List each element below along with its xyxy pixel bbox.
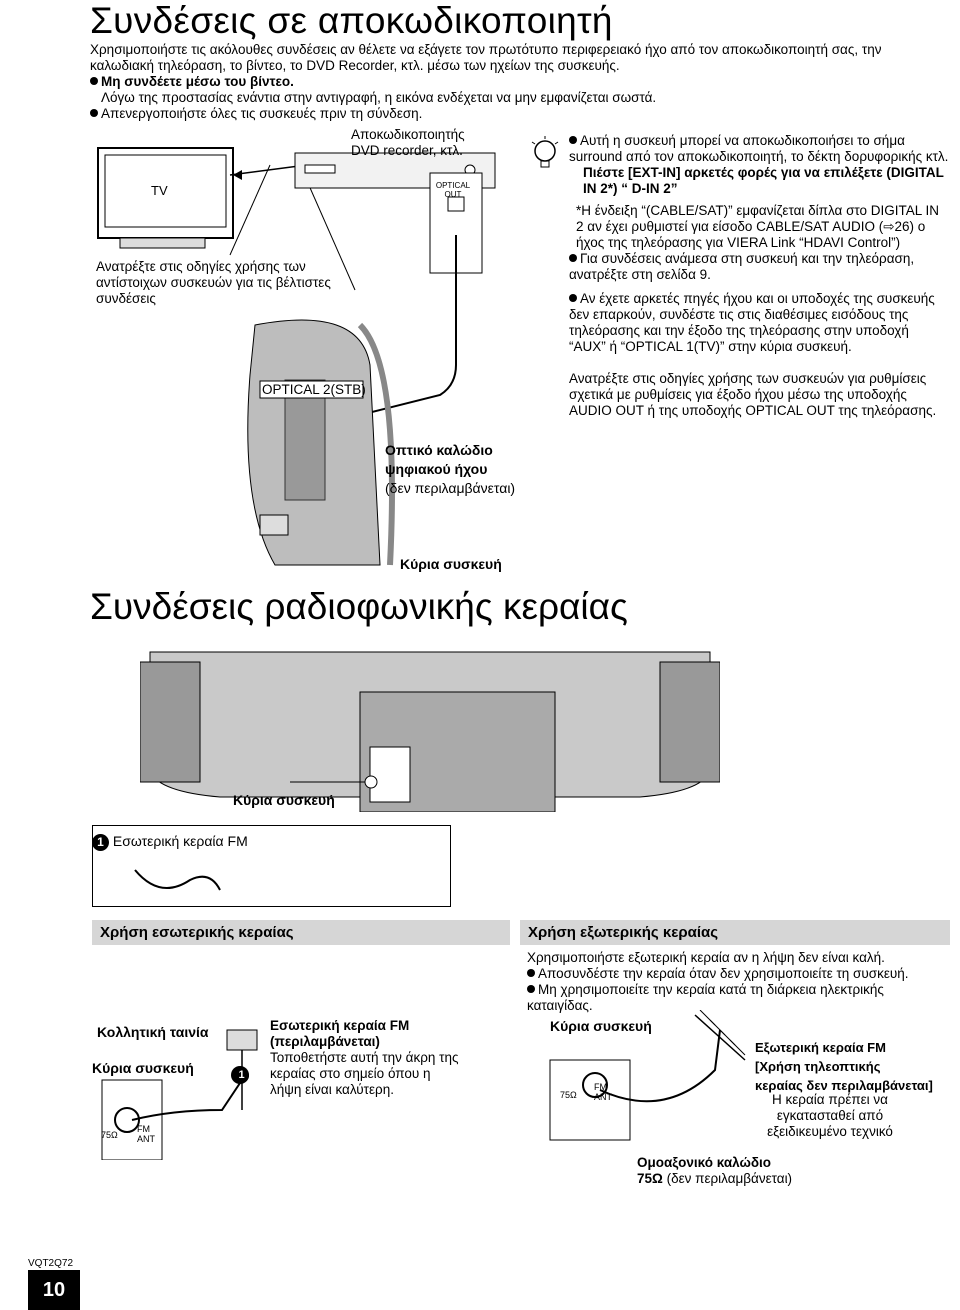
tape-label: Κολλητική ταινία [97, 1024, 209, 1040]
intro-block [90, 42, 940, 122]
indoor-main-unit-label: Κύρια συσκευή [92, 1060, 194, 1076]
indoor-antenna-diagram [92, 1020, 272, 1160]
no-video-note: Μη συνδέετε μέσω του βίντεο. [90, 74, 940, 90]
tv-label: TV [151, 183, 168, 198]
note-cable-sat: *Η ένδειξη “(CABLE/SAT)” εμφανίζεται δίπλα στο DIGITAL IN 2 αν έχει ρυθμιστεί για είσοδο CABLE/SAT AUDIO (⇨26) ο ήχος της τηλεόρασης για VIERA Link “HDAVI Control”) [576, 203, 940, 250]
page-number: 10 [28, 1270, 80, 1310]
optical2-label: OPTICAL 2(STB) [262, 382, 366, 397]
item1-marker: 1 [234, 1068, 249, 1083]
turn-off-note: Απενεργοποιήστε όλες τις συσκευές πριν τη σύνδεση. [90, 106, 940, 122]
ohm-label-1: 75Ω [101, 1130, 118, 1140]
note-surround: Αυτή η συσκευή μπορεί να αποκωδικοποιήσει το σήμα surround από τον αποκωδικοποιητή, το δέκτη δορυφορικής κτλ. [569, 133, 949, 164]
antenna-main-unit-label: Κύρια συσκευή [233, 792, 335, 808]
tip-icon [527, 134, 563, 175]
decoder-label: Αποκωδικοποιητής DVD recorder, κτλ. [351, 127, 465, 158]
cable-label: Οπτικό καλώδιο ψηφιακού ήχου (δεν περιλαμβάνεται) [385, 442, 516, 496]
fm-ant-label-1: FM ANT [137, 1124, 155, 1144]
ext-antenna-label: Εξωτερική κεραία FM [Χρήση τηλεοπτικής κεραίας δεν περιλαμβάνεται] [755, 1040, 933, 1093]
fm-ant-description: Εσωτερική κεραία FM (περιλαμβάνεται) Τοποθετήστε αυτή την άκρη της κεραίας στο σημείο όπου η λήψη είναι καλύτερη. [270, 1018, 459, 1097]
outdoor-antenna-diagram [545, 1010, 760, 1160]
ohm-label-2: 75Ω [560, 1090, 577, 1100]
fm-antenna-icon [130, 860, 230, 900]
fm-ant-label-2: FM ANT [594, 1082, 612, 1102]
item1-label: 1 Εσωτερική κεραία FM [92, 833, 248, 851]
note-ext-in: Πιέστε [EXT-IN] αρκετές φορές για να επιλέξετε (DIGITAL IN 2*) “ D-IN 2” [583, 165, 944, 196]
outdoor-main-unit-label: Κύρια συσκευή [550, 1018, 652, 1034]
antenna-title: Συνδέσεις ραδιοφωνικής κεραίας [90, 586, 628, 627]
note-sources: Αν έχετε αρκετές πηγές ήχου και οι υποδοχές της συσκευής δεν επαρκούν, συνδέστε τις στις διαθέσιμες εισόδους της τηλεόρασης και την έξοδο της τηλεόρασης στην υποδοχή “AUX” ή “OPTICAL 1(TV)” στην κύρια συσκευή. [569, 291, 935, 354]
coax-label: Ομοαξονικό καλώδιο 75Ω (δεν περιλαμβάνεται) [637, 1155, 793, 1186]
ext-antenna-desc: Η κεραία πρέπει να εγκατασταθεί από εξειδικευμένο τεχνικό [767, 1092, 893, 1139]
main-unit-label: Κύρια συσκευή [400, 556, 502, 572]
optical-out-label: OPTICAL OUT [435, 181, 471, 199]
copy-protect-note: Λόγω της προστασίας ενάντια στην αντιγραφή, η εικόνα ενδέχεται να μην εμφανίζεται σωστά. [101, 90, 657, 105]
page-title: Συνδέσεις σε αποκωδικοποιητή [90, 0, 613, 41]
decoder-notes [569, 133, 949, 419]
outdoor-notes: Χρησιμοποιήστε εξωτερική κεραία αν η λήψη δεν είναι καλή. Αποσυνδέστε την κεραία όταν δεν χρησιμοποιείτε τη συσκευή. Μη χρησιμοποιείτε την κεραία κατά τη διάρκεια ηλεκτρικής καταιγίδας. [527, 950, 909, 1013]
indoor-bar: Χρήση εσωτερικής κεραίας [92, 920, 510, 945]
model-code: VQT2Q72 [28, 1258, 74, 1269]
outdoor-bar: Χρήση εξωτερικής κεραίας [520, 920, 950, 945]
intro-text: Χρησιμοποιήστε τις ακόλουθες συνδέσεις αν θέλετε να εξάγετε τον πρωτότυπο περιφερειακό ήχο από τον αποκωδικοποιητή σας, την καλωδιακή τηλεόραση, το βίντεο, το DVD Recorder, κτλ. μέσω των ηχείων της συσκευής. [90, 42, 882, 73]
note-settings: Ανατρέξτε στις οδηγίες χρήσης των συσκευών για ρυθμίσεις σχετικά με ρυθμίσεις για έξοδο ήχου μέσω της υποδοχής AUDIO OUT ή της υποδοχής OPTICAL OUT της τηλεόρασης. [569, 371, 937, 418]
tv-illustration [98, 148, 233, 248]
note-tv-page: Για συνδέσεις ανάμεσα στη συσκευή και την τηλεόραση, ανατρέξτε στη σελίδα 9. [569, 251, 915, 282]
tv-note: Ανατρέξτε στις οδηγίες χρήσης των αντίστοιχων συσκευών για τις βέλτιστες συνδέσεις [96, 259, 331, 306]
main-unit-rear-illustration [140, 632, 720, 812]
